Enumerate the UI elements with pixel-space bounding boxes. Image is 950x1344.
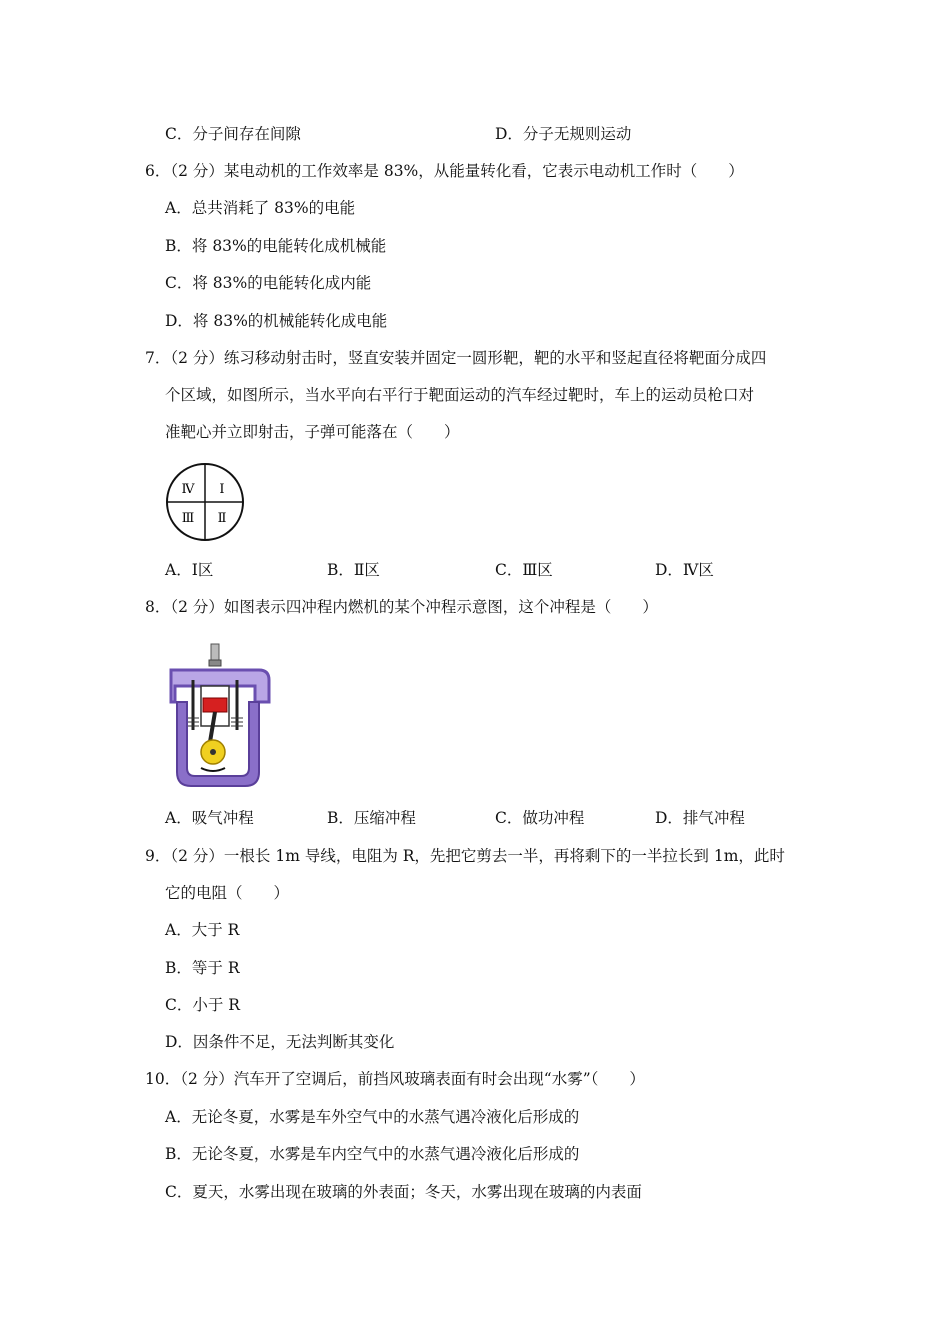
- q10-option-a: A．无论冬夏，水雾是车外空气中的水蒸气遇冷液化后形成的: [165, 1108, 580, 1126]
- q8-option-c: C．做功冲程: [495, 809, 585, 827]
- target-figure: [164, 462, 248, 542]
- spark-plug: [211, 644, 219, 662]
- q8-option-b: B．压缩冲程: [327, 809, 416, 827]
- q6-option-a: A．总共消耗了 83%的电能: [165, 199, 356, 217]
- q10-stem: 10．（2 分）汽车开了空调后，前挡风玻璃表面有时会出现“水雾”（ ）: [145, 1070, 645, 1088]
- q9-option-a: A．大于 R: [165, 921, 240, 939]
- target-region-3: Ⅲ: [181, 511, 195, 526]
- q5-option-c: C．分子间存在间隙: [165, 125, 301, 143]
- q9-option-c: C．小于 R: [165, 996, 240, 1014]
- target-region-4: Ⅳ: [181, 482, 195, 497]
- q6-option-b: B．将 83%的电能转化成机械能: [165, 237, 387, 255]
- q9-stem-line-1: 9．（2 分）一根长 1m 导线，电阻为 R，先把它剪去一半，再将剩下的一半拉长到 1m，此时: [145, 847, 785, 865]
- q9-stem-line-2: 它的电阻（ ）: [165, 884, 290, 902]
- q7-option-c: C．Ⅲ区: [495, 561, 553, 579]
- q9-option-b: B．等于 R: [165, 959, 240, 977]
- q6-option-c: C．将 83%的电能转化成内能: [165, 274, 372, 292]
- q10-option-b: B．无论冬夏，水雾是车内空气中的水蒸气遇冷液化后形成的: [165, 1145, 580, 1163]
- q10-option-c: C．夏天，水雾出现在玻璃的外表面；冬天，水雾出现在玻璃的内表面: [165, 1183, 642, 1201]
- q8-option-a: A．吸气冲程: [165, 809, 254, 827]
- q5-option-d: D．分子无规则运动: [495, 125, 632, 143]
- q7-stem-line-2: 个区域，如图所示，当水平向右平行于靶面运动的汽车经过靶时，车上的运动员枪口对: [165, 386, 755, 404]
- q7-stem-line-3: 准靶心并立即射击，子弹可能落在（ ）: [165, 423, 460, 441]
- q6-option-d: D．将 83%的机械能转化成电能: [165, 312, 388, 330]
- engine-stroke-figure: [165, 640, 275, 788]
- q6-stem: 6．（2 分）某电动机的工作效率是 83%，从能量转化看，它表示电动机工作时（ ）: [145, 162, 744, 180]
- target-region-2: Ⅱ: [217, 511, 227, 526]
- q7-option-b: B．Ⅱ区: [327, 561, 380, 579]
- target-region-1: Ⅰ: [219, 482, 225, 497]
- q7-stem-line-1: 7．（2 分）练习移动射击时，竖直安装并固定一圆形靶，靶的水平和竖起直径将靶面分成四: [145, 349, 767, 367]
- q8-option-d: D．排气冲程: [655, 809, 745, 827]
- piston: [203, 698, 227, 712]
- q7-option-a: A．Ⅰ区: [165, 561, 214, 579]
- q8-stem: 8．（2 分）如图表示四冲程内燃机的某个冲程示意图，这个冲程是（ ）: [145, 598, 658, 616]
- q9-option-d: D．因条件不足，无法判断其变化: [165, 1033, 395, 1051]
- q7-option-d: D．Ⅳ区: [655, 561, 714, 579]
